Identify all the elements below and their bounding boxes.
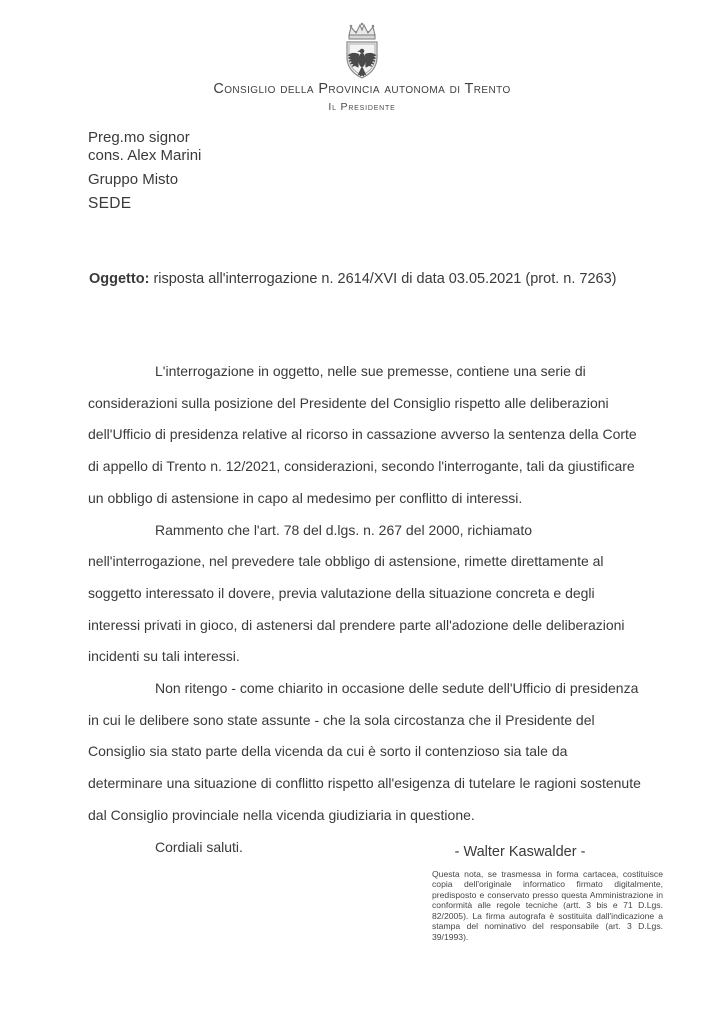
recipient-group: Gruppo Misto — [88, 171, 179, 188]
letter-body — [88, 356, 641, 863]
body-paragraph: L'interrogazione in oggetto, nelle sue premesse, contiene una serie di considerazioni sulla posizione del Presidente del Consiglio rispetto alle deliberazioni dell'Ufficio di presidenza relative al ricorso in cassazione avverso la sentenza della Corte di appello di Trento n. 12/2021, considerazioni, secondo l'interrogante, tali da giustificare un obbligo di astensione in capo al medesimo per conflitto di interessi. — [88, 363, 637, 506]
recipient-salutation: Preg.mo signor — [88, 129, 190, 146]
recipient-location: SEDE — [88, 195, 132, 212]
digital-signature-legal-note: Questa nota, se trasmessa in forma cartacea, costituisce copia dell'originale informatico firmato digitalmente, predisposto e conservato presso questa Amministrazione in conformità alle regole tecniche (artt. 3 bis e 71 D.Lgs. 82/2005). La firma autografa è sostituita dall'indicazione a stampa del nominativo del responsabile (art. 3 D.Lgs. 39/1993). — [432, 869, 663, 942]
organization-name: Consiglio della Provincia autonoma di Trento — [213, 81, 511, 97]
subject-label: Oggetto: — [89, 271, 150, 287]
body-paragraph: Non ritengo - come chiarito in occasione delle sedute dell'Ufficio di presidenza in cui le delibere sono state assunte - che la sola circostanza che il Presidente del Consiglio sia stato parte della vicenda da cui è sorto il contenzioso sia tale da determinare una situazione di conflitto rispetto all'esigenza di tutelare le ragioni sostenute dal Consiglio provinciale nella vicenda giudiziaria in questione. — [88, 680, 641, 823]
body-paragraph: Rammento che l'art. 78 del d.lgs. n. 267 del 2000, richiamato nell'interrogazione, nel prevedere tale obbligo di astensione, rimette direttamente al soggetto interessato il dovere, previa valutazione della situazione concreta e degli interessi privati in gioco, di astenersi dal prendere parte all'adozione delle deliberazioni incidenti su tali interessi. — [88, 521, 625, 665]
closing-line: Cordiali saluti. — [155, 838, 243, 855]
subject-text: risposta all'interrogazione n. 2614/XVI di data 03.05.2021 (prot. n. 7263) — [153, 271, 617, 287]
trentino-coat-of-arms-icon — [338, 20, 386, 82]
recipient-name: cons. Alex Marini — [88, 147, 202, 164]
subject-line — [89, 271, 669, 287]
office-title: Il Presidente — [328, 101, 396, 113]
signature-name: - Walter Kaswalder - — [454, 844, 586, 860]
